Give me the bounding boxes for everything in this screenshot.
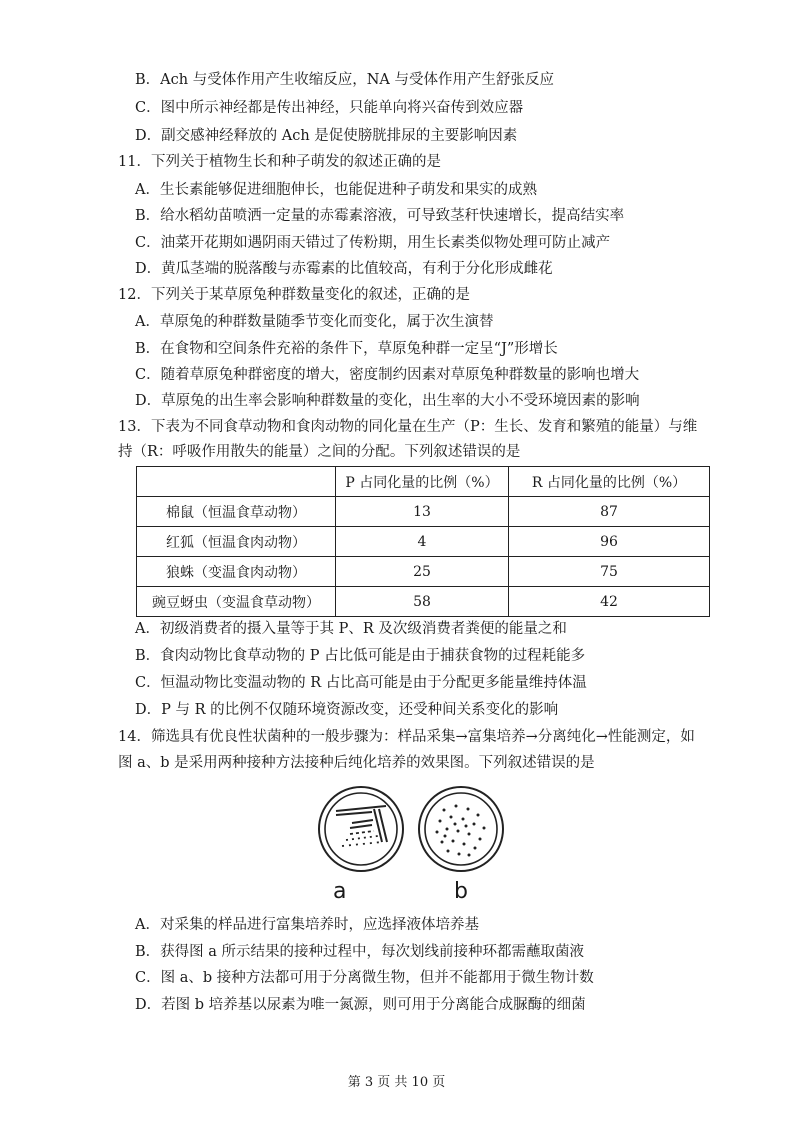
figure-label-a: a (333, 879, 347, 904)
table-cell-animal: 红狐（恒温食肉动物） (137, 527, 336, 557)
petri-dish-illustration (316, 784, 506, 874)
table-header-row (137, 467, 710, 497)
q14-stem-line2: 图 a、b 是采用两种接种方法接种后纯化培养的效果图。下列叙述错误的是 (118, 755, 595, 771)
q13-option-a: A．初级消费者的摄入量等于其 P、R 及次级消费者粪便的能量之和 (135, 621, 567, 637)
q11-stem: 11．下列关于植物生长和种子萌发的叙述正确的是 (118, 154, 441, 170)
q14-option-c: C．图 a、b 接种方法都可用于分离微生物，但并不能都用于微生物计数 (135, 970, 594, 986)
q10-option-c: C．图中所示神经都是传出神经，只能单向将兴奋传到效应器 (135, 100, 524, 116)
table-header-cell (137, 467, 336, 497)
table-cell-r: 42 (509, 587, 710, 617)
q11-option-a: A．生长素能够促进细胞伸长，也能促进种子萌发和果实的成熟 (135, 182, 537, 198)
q11-option-c: C．油菜开花期如遇阴雨天错过了传粉期，用生长素类似物处理可防止减产 (135, 235, 611, 251)
q13-option-d: D．P 与 R 的比例不仅随环境资源改变，还受种间关系变化的影响 (135, 702, 559, 718)
table-cell-r: 87 (509, 497, 710, 527)
q11-option-d: D．黄瓜茎端的脱落酸与赤霉素的比值较高，有利于分化形成雌花 (135, 261, 553, 277)
table-row (137, 587, 710, 617)
q13-stem-line1: 13．下表为不同食草动物和食肉动物的同化量在生产（P：生长、发育和繁殖的能量）与维 (118, 419, 698, 435)
table-header-cell: P 占同化量的比例（%） (336, 467, 509, 497)
q14-option-a: A．对采集的样品进行富集培养时，应选择液体培养基 (135, 917, 479, 933)
q14-option-d: D．若图 b 培养基以尿素为唯一氮源，则可用于分离能合成脲酶的细菌 (135, 997, 586, 1013)
streak-plate-a (319, 787, 403, 871)
page-footer: 第 3 页 共 10 页 (347, 1075, 446, 1090)
q14-option-b: B．获得图 a 所示结果的接种过程中，每次划线前接种环都需蘸取菌液 (135, 944, 585, 960)
q14-stem-line1: 14．筛选具有优良性状菌种的一般步骤为：样品采集→富集培养→分离纯化→性能测定，如 (118, 729, 695, 745)
q12-option-c: C．随着草原兔种群密度的增大，密度制约因素对草原兔种群数量的影响也增大 (135, 367, 640, 383)
table-cell-p: 58 (336, 587, 509, 617)
table-cell-animal: 狼蛛（变温食肉动物） (137, 557, 336, 587)
q12-option-a: A．草原兔的种群数量随季节变化而变化，属于次生演替 (135, 314, 494, 330)
table-cell-p: 4 (336, 527, 509, 557)
table-row (137, 527, 710, 557)
q12-option-d: D．草原兔的出生率会影响种群数量的变化，出生率的大小不受环境因素的影响 (135, 393, 640, 409)
q12-option-b: B．在食物和空间条件充裕的条件下，草原兔种群一定呈“J”形增长 (135, 341, 558, 357)
q13-option-c: C．恒温动物比变温动物的 R 占比高可能是由于分配更多能量维持体温 (135, 675, 587, 691)
q10-option-b: B．Ach 与受体作用产生收缩反应，NA 与受体作用产生舒张反应 (135, 72, 554, 88)
q11-option-b: B．给水稻幼苗喷洒一定量的赤霉素溶液，可导致茎秆快速增长，提高结实率 (135, 208, 625, 224)
q13-option-b: B．食肉动物比食草动物的 P 占比低可能是由于捕获食物的过程耗能多 (135, 648, 586, 664)
table-cell-p: 13 (336, 497, 509, 527)
energy-allocation-table (136, 466, 710, 617)
table-cell-r: 96 (509, 527, 710, 557)
q10-option-d: D．副交感神经释放的 Ach 是促使膀胱排尿的主要影响因素 (135, 128, 518, 144)
figure-label-b: b (454, 879, 468, 904)
table-row (137, 557, 710, 587)
table-header-cell: R 占同化量的比例（%） (509, 467, 710, 497)
spread-plate-b (419, 787, 503, 871)
table-cell-animal: 棉鼠（恒温食草动物） (137, 497, 336, 527)
table-row (137, 497, 710, 527)
table-cell-r: 75 (509, 557, 710, 587)
table-cell-animal: 豌豆蚜虫（变温食草动物） (137, 587, 336, 617)
table-cell-p: 25 (336, 557, 509, 587)
q12-stem: 12．下列关于某草原兔种群数量变化的叙述，正确的是 (118, 287, 470, 303)
q13-stem-line2: 持（R：呼吸作用散失的能量）之间的分配。下列叙述错误的是 (118, 444, 521, 460)
culture-plates-figure (316, 784, 506, 906)
